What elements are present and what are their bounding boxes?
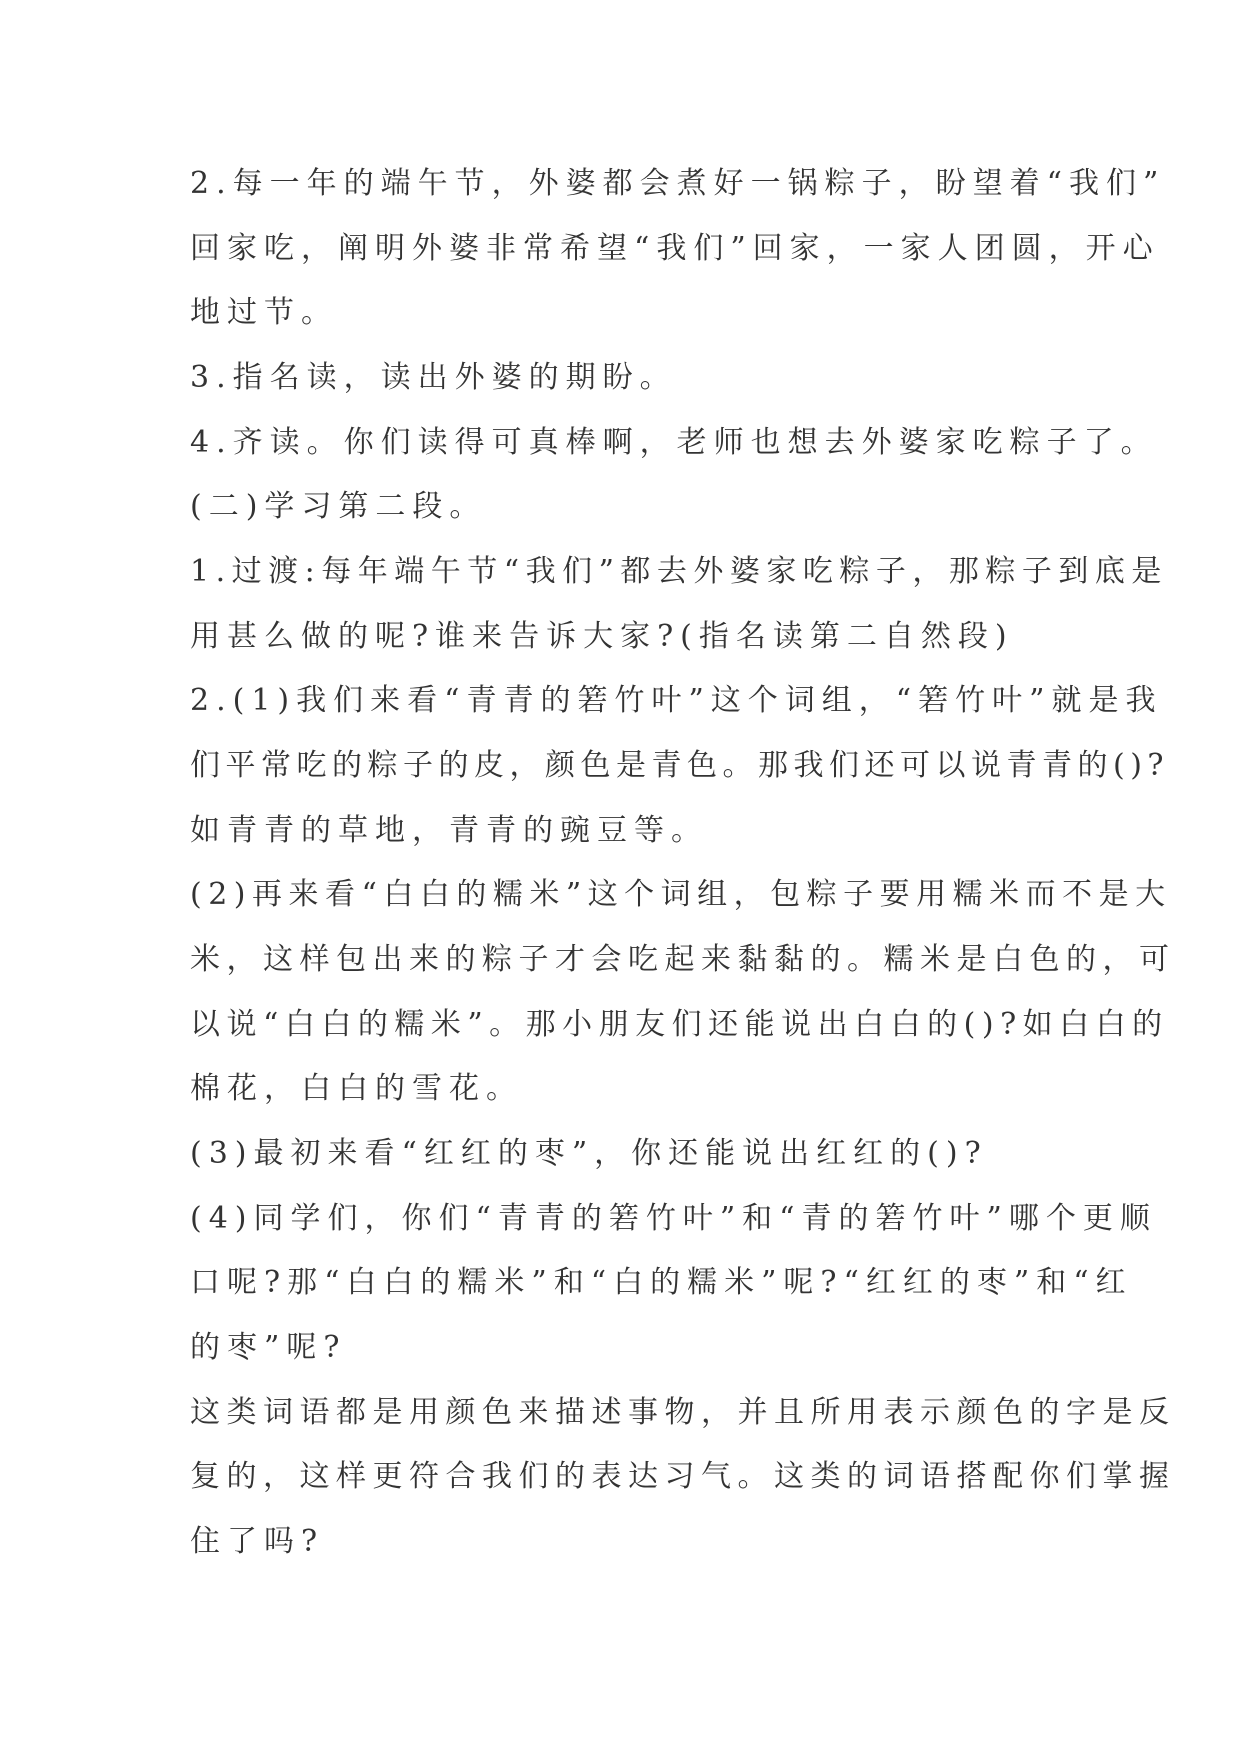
- text-line: 复的，这样更符合我们的表达习气。这类的词语搭配你们掌握: [190, 1459, 1176, 1494]
- text-line: 如青青的草地，青青的豌豆等。: [190, 813, 708, 848]
- text-line: 住了吗?: [190, 1524, 325, 1559]
- text-line: 2.(1)我们来看“青青的箬竹叶”这个词组，“箬竹叶”就是我: [190, 683, 1163, 718]
- text-line: (2)再来看“白白的糯米”这个词组，包粽子要用糯米而不是大: [190, 877, 1172, 912]
- text-line: 这类词语都是用颜色来描述事物，并且所用表示颜色的字是反: [190, 1395, 1176, 1430]
- text-line: 3.指名读，读出外婆的期盼。: [190, 360, 677, 395]
- text-line: 以说“白白的糯米”。那小朋友们还能说出白白的()?如白白的: [190, 1007, 1169, 1042]
- text-line: 回家吃，阐明外婆非常希望“我们”回家，一家人团圆，开心: [190, 231, 1160, 266]
- text-line: 地过节。: [190, 295, 338, 330]
- text-line: 2.每一年的端午节，外婆都会煮好一锅粽子，盼望着“我们”: [190, 166, 1166, 201]
- text-line: 用甚么做的呢?谁来告诉大家?(指名读第二自然段): [190, 619, 1014, 654]
- text-line: (4)同学们，你们“青青的箬竹叶”和“青的箬竹叶”哪个更顺: [190, 1201, 1157, 1236]
- text-line: 1.过渡:每年端午节“我们”都去外婆家吃粽子，那粽子到底是: [190, 554, 1168, 589]
- text-line: (3)最初来看“红红的枣”，你还能说出红红的()?: [190, 1136, 988, 1171]
- text-line: 口呢?那“白白的糯米”和“白的糯米”呢?“红红的枣”和“红: [190, 1265, 1133, 1300]
- text-line: 棉花，白白的雪花。: [190, 1071, 523, 1106]
- text-line: 的枣”呢?: [190, 1330, 347, 1365]
- text-line: 米，这样包出来的粽子才会吃起来黏黏的。糯米是白色的，可: [190, 942, 1176, 977]
- section-heading: (二)学习第二段。: [190, 489, 487, 524]
- text-line: 们平常吃的粽子的皮，颜色是青色。那我们还可以说青青的()?: [190, 748, 1169, 783]
- text-line: 4.齐读。你们读得可真棒啊，老师也想去外婆家吃粽子了。: [190, 425, 1158, 460]
